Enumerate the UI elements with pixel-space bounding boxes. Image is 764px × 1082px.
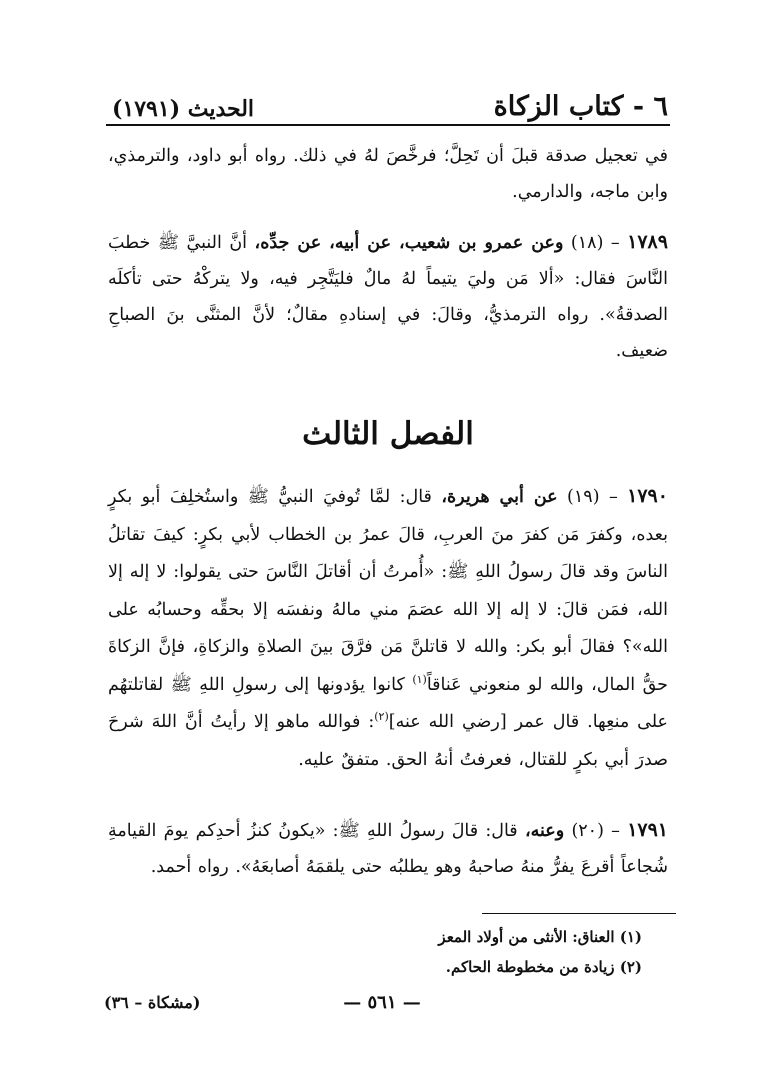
page-number: — ٥٦١ — xyxy=(343,992,421,1013)
hadith-intro: وعن عمرو بن شعيب، عن أبيه، عن جدِّه، xyxy=(254,233,564,253)
hadith-text: قال: قالَ رسولُ اللهِ ﷺ: «يكونُ كنزُ أحدِكم يومَ القيامةِ شُجاعاً أقرعَ يفرُّ منهُ صاحبهُ وهو يطلبُه حتى يلقمَهُ أصابعَهُ». رواه أحمد. xyxy=(108,821,668,877)
hadith-range: الحديث (١٧٩١) xyxy=(112,96,255,122)
signature-mark: (مشكاة – ٣٦) xyxy=(104,993,201,1012)
paragraph-text: في تعجيل صدقة قبلَ أن تَحِلَّ؛ فرخَّصَ لهُ في ذلك. رواه أبو داود، والترمذي، وابن ماجه، والدارمي. xyxy=(108,146,668,202)
section-heading: الفصل الثالث xyxy=(302,416,474,452)
hadith-intro: وعنه، xyxy=(524,821,565,841)
hadith-text: : فوالله ماهو إلا رأيتُ أنَّ اللهَ شرحَ صدرَ أبي بكرٍ للقتال، فعرفتُ أنهُ الحق. متفقٌ عليه. xyxy=(108,712,668,770)
hadith-number: ١٧٨٩ xyxy=(627,231,668,253)
hadith-ref: – (٢٠) xyxy=(571,821,620,841)
footnote-divider xyxy=(482,913,676,914)
header-divider xyxy=(106,124,670,126)
footnote-2: (٢) زيادة من مخطوطة الحاكم. xyxy=(445,958,642,976)
chapter-title: ٦ - كتاب الزكاة xyxy=(493,91,668,122)
paragraph-continuation xyxy=(108,138,668,210)
hadith-1789 xyxy=(108,224,668,369)
hadith-1791 xyxy=(108,812,668,885)
page-footer xyxy=(104,988,660,1018)
hadith-intro: عن أبي هريرة، xyxy=(441,487,558,507)
hadith-1790 xyxy=(108,478,668,779)
hadith-text: كانوا يؤدونها إلى رسولِ اللهِ ﷺ لقاتلتهُم على منعِها. قال عمر [رضي الله عنه] xyxy=(108,674,668,732)
hadith-text: قال: لمَّا تُوفيَ النبيُّ ﷺ واستُخلِفَ أبو بكرٍ بعده، وكفرَ مَن كفرَ منَ العربِ، قالَ عمرُ بن الخطاب لأبي بكرٍ: كيفَ تقاتلُ الناسَ وقد قالَ رسولُ اللهِ ﷺ: «أُمرتُ أن أقاتلَ النَّاسَ حتى يقولوا: لا إله إلا الله، فمَن قالَ: لا إله إلا الله عصَمَ مني مالهُ ونفسَه إلا بحقِّه وحسابُه على الله»؟ فقالَ أبو بكر: والله لا قاتلنَّ مَن فرَّقَ بينَ الصلاةِ والزكاةِ، فإنَّ الزكاةَ حقُّ المال، والله لو منعوني عَناقاً xyxy=(108,487,668,695)
footnote-marker: (١) xyxy=(412,672,427,686)
hadith-number: ١٧٩٠ xyxy=(627,485,668,507)
footnote-1: (١) العناق: الأنثى من أولاد المعز xyxy=(438,928,642,946)
hadith-number: ١٧٩١ xyxy=(627,819,669,841)
hadith-ref: – (١٨) xyxy=(570,233,620,253)
footnotes xyxy=(322,922,642,982)
footnote-marker: (٢) xyxy=(374,710,389,724)
running-header xyxy=(112,78,668,120)
hadith-ref: – (١٩) xyxy=(567,487,618,507)
hadith-text: أنَّ النبيَّ ﷺ خطبَ النَّاسَ فقال: «ألا مَن وليَ يتيماً لهُ مالٌ فليَتَّجِر فيه، ولا يتركْهُ حتى تأكلَه الصدقةُ». رواه الترمذيُّ، وقالَ: في إسنادهِ مقالٌ؛ لأنَّ المثنَّى بنَ الصباحِ ضعيف. xyxy=(108,233,668,361)
